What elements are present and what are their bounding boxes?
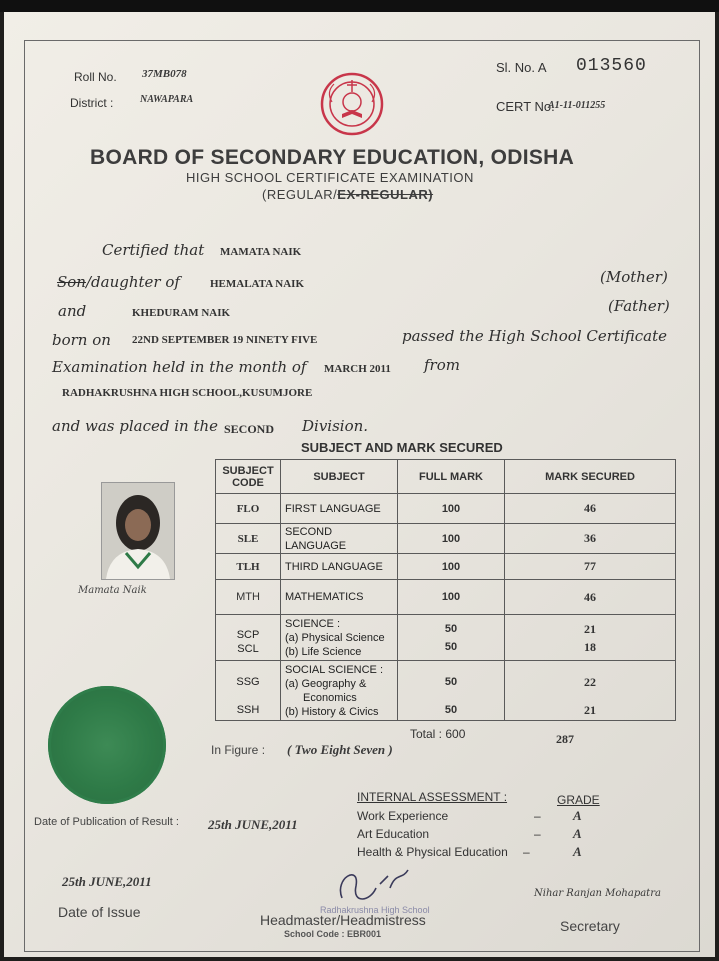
subject-code	[216, 661, 281, 721]
secured-line: 21	[584, 702, 596, 717]
subject-code	[216, 615, 281, 661]
secured-line: 18	[584, 639, 596, 654]
full-mark	[398, 661, 505, 721]
mother-label: (Mother)	[600, 268, 668, 286]
mark-secured	[505, 661, 676, 721]
school-code: School Code : EBR001	[284, 929, 382, 939]
exam-type	[262, 187, 433, 202]
mark-secured: 77	[505, 554, 676, 580]
exam-type-struck: EX-REGULAR)	[337, 187, 434, 202]
top-black-band	[0, 0, 719, 12]
secretary-label: Secretary	[560, 918, 620, 934]
headmaster-label: Headmaster/Headmistress	[260, 912, 426, 928]
table-row	[216, 554, 676, 580]
school-name: RADHAKRUSHNA HIGH SCHOOL,KUSUMJORE	[62, 387, 313, 399]
student-portrait-icon	[102, 483, 174, 579]
exam-held-label: Examination held in the month of	[52, 358, 307, 376]
subject-line: (a) Physical Science	[285, 631, 385, 644]
code-line: SSH	[236, 703, 260, 716]
full-mark: 100	[398, 554, 505, 580]
table-row	[216, 661, 676, 721]
header-subject: SUBJECT	[281, 460, 398, 494]
cert-value: A1-11-011255	[548, 100, 606, 111]
mark-secured: 36	[505, 524, 676, 554]
full-mark-line: 50	[444, 622, 458, 635]
father-name: KHEDURAM NAIK	[132, 307, 231, 319]
full-mark-line: 50	[444, 640, 458, 653]
full-mark: 100	[398, 494, 505, 524]
exam-title: HIGH SCHOOL CERTIFICATE EXAMINATION	[186, 170, 474, 185]
subject-name	[281, 524, 398, 554]
full-mark-line: 50	[444, 675, 458, 688]
secured-line: 21	[584, 621, 596, 636]
publication-label: Date of Publication of Result :	[34, 816, 179, 828]
daughter-label: /daughter of	[85, 273, 180, 291]
subject-code: FLO	[216, 494, 281, 524]
assessment-item-name: Health & Physical Education	[357, 845, 508, 859]
exam-month: MARCH 2011	[324, 363, 391, 375]
exam-type-regular: (REGULAR/	[262, 187, 338, 202]
secretary-signature: Nihar Ranjan Mohapatra	[534, 888, 661, 899]
certified-label: Certified that	[102, 241, 205, 259]
subject-line: SCIENCE :	[285, 617, 341, 630]
assessment-dash: –	[534, 827, 541, 841]
subject-name: MATHEMATICS	[281, 580, 398, 615]
subject-line: SOCIAL SCIENCE :	[285, 663, 384, 676]
sl-label: Sl. No. A	[496, 60, 547, 75]
subject-line: SECOND	[285, 525, 333, 538]
secured-line: 22	[584, 674, 596, 689]
code-line: SSG	[236, 675, 260, 688]
mother-name: HEMALATA NAIK	[210, 278, 305, 290]
sl-number: 013560	[576, 56, 647, 76]
photo-caption: Mamata Naik	[78, 585, 147, 596]
board-title: BOARD OF SECONDARY EDUCATION, ODISHA	[90, 146, 575, 169]
passed-label: passed the High School Certificate	[402, 327, 667, 345]
table-row	[216, 615, 676, 661]
header-mark-secured: MARK SECURED	[505, 460, 676, 494]
subject-code: TLH	[216, 554, 281, 580]
header-subject-code: SUBJECT CODE	[216, 460, 281, 494]
roll-label: Roll No.	[74, 70, 117, 84]
assessment-item-name: Work Experience	[357, 809, 449, 823]
header-full-mark: FULL MARK	[398, 460, 505, 494]
student-photo	[101, 482, 175, 580]
subject-line: (a) Geography &	[285, 677, 367, 690]
marks-title: SUBJECT AND MARK SECURED	[301, 440, 503, 455]
marks-header-row	[216, 460, 676, 494]
subject-name	[281, 615, 398, 661]
board-emblem-seal	[320, 72, 384, 136]
roll-value: 37MB078	[142, 68, 187, 80]
full-mark: 100	[398, 524, 505, 554]
son-struck: Son	[57, 273, 86, 291]
code-line: SCL	[237, 642, 259, 655]
assessment-item-name: Art Education	[357, 827, 430, 841]
green-embossed-seal	[48, 686, 166, 804]
assessment-title: INTERNAL ASSESSMENT :	[357, 790, 508, 804]
father-label: (Father)	[608, 297, 670, 315]
subject-line: Economics	[303, 691, 357, 704]
grade-title: GRADE	[557, 793, 600, 807]
mark-secured: 46	[505, 580, 676, 615]
marks-table	[215, 459, 676, 721]
publication-date: 25th JUNE,2011	[208, 817, 298, 832]
daughter-of-line	[57, 273, 180, 291]
assessment-grade: A	[573, 844, 582, 859]
table-row	[216, 494, 676, 524]
subject-code: SLE	[216, 524, 281, 554]
born-label: born on	[52, 331, 111, 349]
assessment-grade: A	[573, 826, 582, 841]
assessment-grade: A	[573, 808, 582, 823]
mark-secured: 46	[505, 494, 676, 524]
division-label: Division.	[302, 417, 369, 435]
in-figure-value: ( Two Eight Seven )	[287, 742, 393, 757]
total-full-mark: Total : 600	[410, 727, 466, 741]
cert-label: CERT No.	[496, 99, 555, 114]
mark-secured	[505, 615, 676, 661]
table-row	[216, 524, 676, 554]
in-figure-label: In Figure :	[211, 743, 266, 757]
issue-date: 25th JUNE,2011	[62, 874, 152, 889]
full-mark	[398, 615, 505, 661]
from-label: from	[424, 356, 460, 374]
code-line: SCP	[236, 628, 260, 641]
subject-line: (b) History & Civics	[285, 705, 379, 718]
placed-label: and was placed in the	[52, 417, 219, 435]
subject-line: LANGUAGE	[285, 539, 347, 552]
district-value: NAWAPARA	[140, 94, 194, 105]
full-mark-line: 50	[444, 703, 458, 716]
table-row	[216, 580, 676, 615]
subject-code: MTH	[216, 580, 281, 615]
subject-line: (b) Life Science	[285, 645, 362, 658]
certificate-page	[4, 12, 715, 957]
and-label: and	[58, 302, 87, 320]
assessment-dash: –	[534, 809, 541, 823]
district-label: District :	[70, 96, 114, 110]
school-stamp-text: Radhakrushna High School	[320, 905, 430, 915]
assessment-dash: –	[523, 845, 530, 859]
subject-name: THIRD LANGUAGE	[281, 554, 398, 580]
subject-name: FIRST LANGUAGE	[281, 494, 398, 524]
subject-name	[281, 661, 398, 721]
full-mark: 100	[398, 580, 505, 615]
division-value: SECOND	[224, 422, 275, 436]
date-of-birth: 22ND SEPTEMBER 19 NINETY FIVE	[132, 334, 318, 346]
student-name: MAMATA NAIK	[220, 246, 302, 258]
issue-label: Date of Issue	[58, 904, 141, 920]
total-secured: 287	[556, 732, 574, 746]
